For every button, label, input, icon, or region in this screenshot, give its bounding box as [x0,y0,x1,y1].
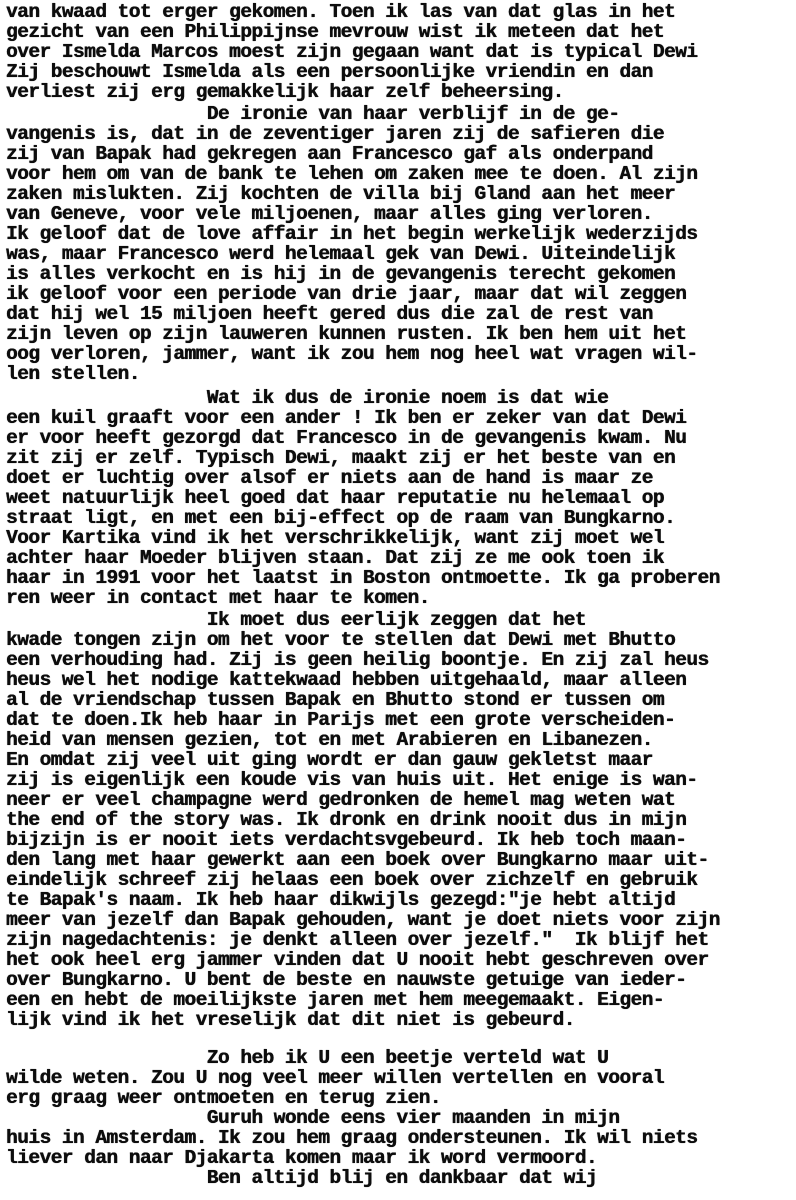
text-line: Wat ik dus de ironie noem is dat wie [6,387,609,409]
text-line: straat ligt, en met een bij-effect op de raam van Bungkarno. [6,507,676,529]
text-line: ren weer in contact met haar te komen. [6,587,430,609]
text-line: Ik moet dus eerlijk zeggen dat het [6,609,586,631]
text-line: heus wel het nodige kattekwaad hebben uitgehaald, maar alleen [6,669,687,691]
text-line: dat te doen.Ik heb haar in Parijs met een grote verscheiden- [6,709,676,731]
text-line: De ironie van haar verblijf in de ge- [6,103,620,125]
text-line: een verhouding had. Zij is geen heilig boontje. En zij zal heus [6,649,709,671]
text-line: voor hem om van de bank te lehen om zaken mee te doen. Al zijn [6,163,698,185]
text-line: den lang met haar gewerkt aan een boek over Bungkarno maar uit- [6,849,709,871]
text-line: doet er luchtig over alsof er niets aan de hand is maar ze [6,467,653,489]
text-line: len stellen. [6,363,140,385]
text-line: over Bungkarno. U bent de beste en nauwste getuige van ieder- [6,969,687,991]
text-line: zij van Bapak had gekregen aan Francesco gaf als onderpand [6,143,653,165]
text-line: haar in 1991 voor het laatst in Boston ontmoette. Ik ga proberen [6,567,720,589]
text-line: is alles verkocht en is hij in de gevangenis terecht gekomen [6,263,676,285]
text-line: Voor Kartika vind ik het verschrikkelijk, want zij moet wel [6,527,664,549]
text-line: bijzijn is er nooit iets verdachtsvgebeurd. Ik heb toch maan- [6,829,687,851]
text-line: Zo heb ik U een beetje verteld wat U [6,1047,609,1069]
text-line: zij is eigenlijk een koude vis van huis uit. Het enige is wan- [6,769,698,791]
text-line: the end of the story was. Ik dronk en drink nooit dus in mijn [6,809,687,831]
text-line: En omdat zij veel uit ging wordt er dan gauw gekletst maar [6,749,653,771]
text-line: was, maar Francesco werd helemaal gek van Dewi. Uiteindelijk [6,243,676,265]
text-line: een en hebt de moeilijkste jaren met hem meegemaakt. Eigen- [6,989,664,1011]
text-line: erg graag weer ontmoeten en terug zien. [6,1087,441,1109]
text-line: oog verloren, jammer, want ik zou hem nog heel wat vragen wil- [6,343,698,365]
text-line: Zij beschouwt Ismelda als een persoonlijke vriendin en dan [6,61,653,83]
text-line: dat hij wel 15 miljoen heeft gered dus die zal de rest van [6,303,653,325]
text-line: lijk vind ik het vreselijk dat dit niet is gebeurd. [6,1009,575,1031]
text-line: te Bapak's naam. Ik heb haar dikwijls gezegd:"je hebt altijd [6,889,676,911]
text-line: Ik geloof dat de love affair in het begin werkelijk wederzijds [6,223,698,245]
text-line: ik geloof voor een periode van drie jaar, maar dat wil zeggen [6,283,687,305]
text-line: van Geneve, voor vele miljoenen, maar alles ging verloren. [6,203,653,225]
text-line: gezicht van een Philippijnse mevrouw wist ik meteen dat het [6,21,664,43]
text-line: over Ismelda Marcos moest zijn gegaan want dat is typical Dewi [6,41,698,63]
text-line: van kwaad tot erger gekomen. Toen ik las van dat glas in het [6,1,676,23]
text-line: al de vriendschap tussen Bapak en Bhutto stond er tussen om [6,689,664,711]
text-line: zaken mislukten. Zij kochten de villa bij Gland aan het meer [6,183,676,205]
text-line: er voor heeft gezorgd dat Francesco in de gevangenis kwam. Nu [6,427,687,449]
text-line: wilde weten. Zou U nog veel meer willen vertellen en vooral [6,1067,664,1089]
text-line: zijn nagedachtenis: je denkt alleen over jezelf." Ik blijf het [6,929,709,951]
text-line: huis in Amsterdam. Ik zou hem graag ondersteunen. Ik wil niets [6,1127,698,1149]
text-line: zijn leven op zijn lauweren kunnen rusten. Ik ben hem uit het [6,323,687,345]
text-line: Guruh wonde eens vier maanden in mijn [6,1107,620,1129]
text-line: liever dan naar Djakarta komen maar ik word vermoord. [6,1147,598,1169]
text-line: zit zij er zelf. Typisch Dewi, maakt zij er het beste van en [6,447,676,469]
text-line: heid van mensen gezien, tot en met Arabieren en Libanezen. [6,729,653,751]
text-line: meer van jezelf dan Bapak gehouden, want je doet niets voor zijn [6,909,720,931]
text-line: een kuil graaft voor een ander ! Ik ben er zeker van dat Dewi [6,407,687,429]
text-line: neer er veel champagne werd gedronken de hemel mag weten wat [6,789,676,811]
text-line: achter haar Moeder blijven staan. Dat zij ze me ook toen ik [6,547,664,569]
text-line: het ook heel erg jammer vinden dat U nooit hebt geschreven over [6,949,709,971]
text-line: kwade tongen zijn om het voor te stellen dat Dewi met Bhutto [6,629,676,651]
text-line: eindelijk schreef zij helaas een boek over zichzelf en gebruik [6,869,698,891]
text-line: weet natuurlijk heel goed dat haar reputatie nu helemaal op [6,487,664,509]
text-line: Ben altijd blij en dankbaar dat wij [6,1167,598,1189]
text-line: vangenis is, dat in de zeventiger jaren zij de safieren die [6,123,664,145]
text-line: verliest zij erg gemakkelijk haar zelf beheersing. [6,81,564,103]
